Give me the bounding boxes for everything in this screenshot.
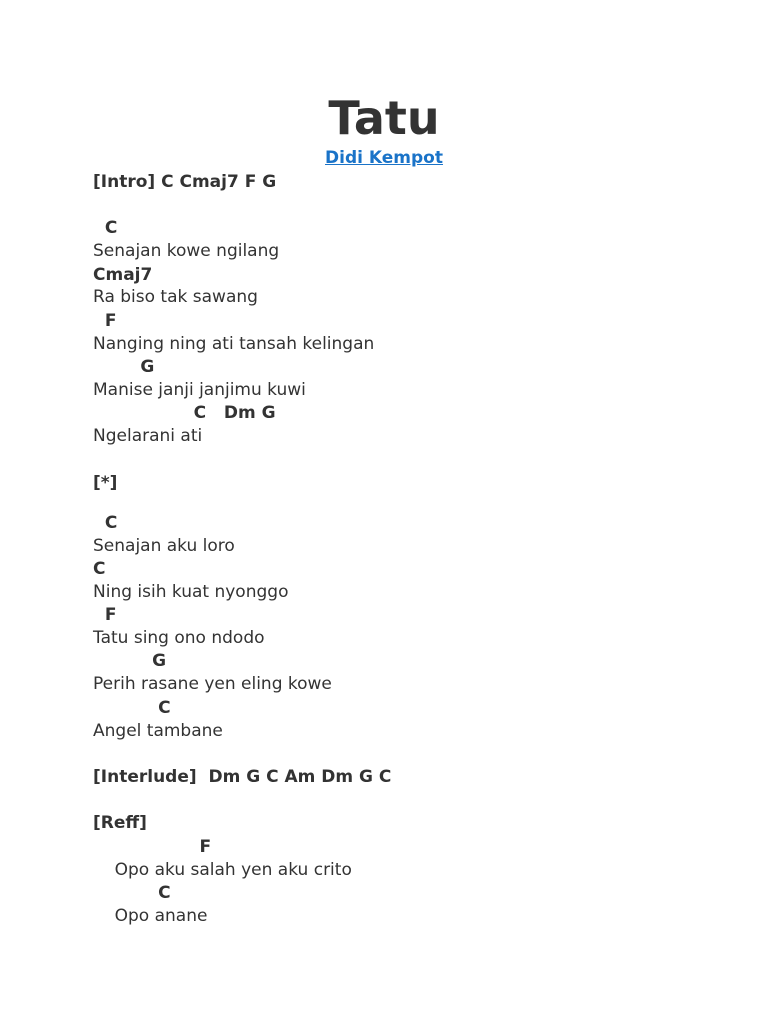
lyric-line: Angel tambane (93, 721, 223, 741)
artist-link[interactable]: Didi Kempot (325, 148, 443, 168)
section-reff: [Reff] (93, 813, 147, 833)
lyric-line: Senajan aku loro (93, 536, 235, 556)
chord-line: C (93, 218, 118, 238)
lyric-line: Manise janji janjimu kuwi (93, 380, 306, 400)
lyric-line: Ning isih kuat nyonggo (93, 582, 289, 602)
artist-line (0, 147, 768, 169)
lyric-line: Tatu sing ono ndodo (93, 628, 265, 648)
section-interlude: [Interlude] Dm G C Am Dm G C (93, 767, 392, 787)
chord-line: Cmaj7 (93, 265, 153, 285)
chord-line: F (93, 837, 212, 857)
chord-line: C Dm G (93, 403, 276, 423)
chord-line: C (93, 698, 171, 718)
chord-line: C (93, 883, 171, 903)
lyric-line: Ngelarani ati (93, 426, 203, 446)
chord-line: C (93, 513, 118, 533)
lyric-line: Nanging ning ati tansah kelingan (93, 334, 375, 354)
chord-line: F (93, 311, 117, 331)
lyric-line: Senajan kowe ngilang (93, 241, 280, 261)
section-intro: [Intro] C Cmaj7 F G (93, 172, 277, 192)
chord-line: F (93, 605, 117, 625)
lyric-line: Opo aku salah yen aku crito (93, 860, 352, 880)
chord-line: G (93, 651, 167, 671)
section-marker: [*] (93, 473, 118, 493)
chord-line: G (93, 357, 155, 377)
chord-line: C (93, 559, 106, 579)
song-title: Tatu (328, 91, 440, 145)
lyric-line: Perih rasane yen eling kowe (93, 674, 332, 694)
lyric-line: Ra biso tak sawang (93, 287, 258, 307)
lyric-line: Opo anane (93, 906, 208, 926)
